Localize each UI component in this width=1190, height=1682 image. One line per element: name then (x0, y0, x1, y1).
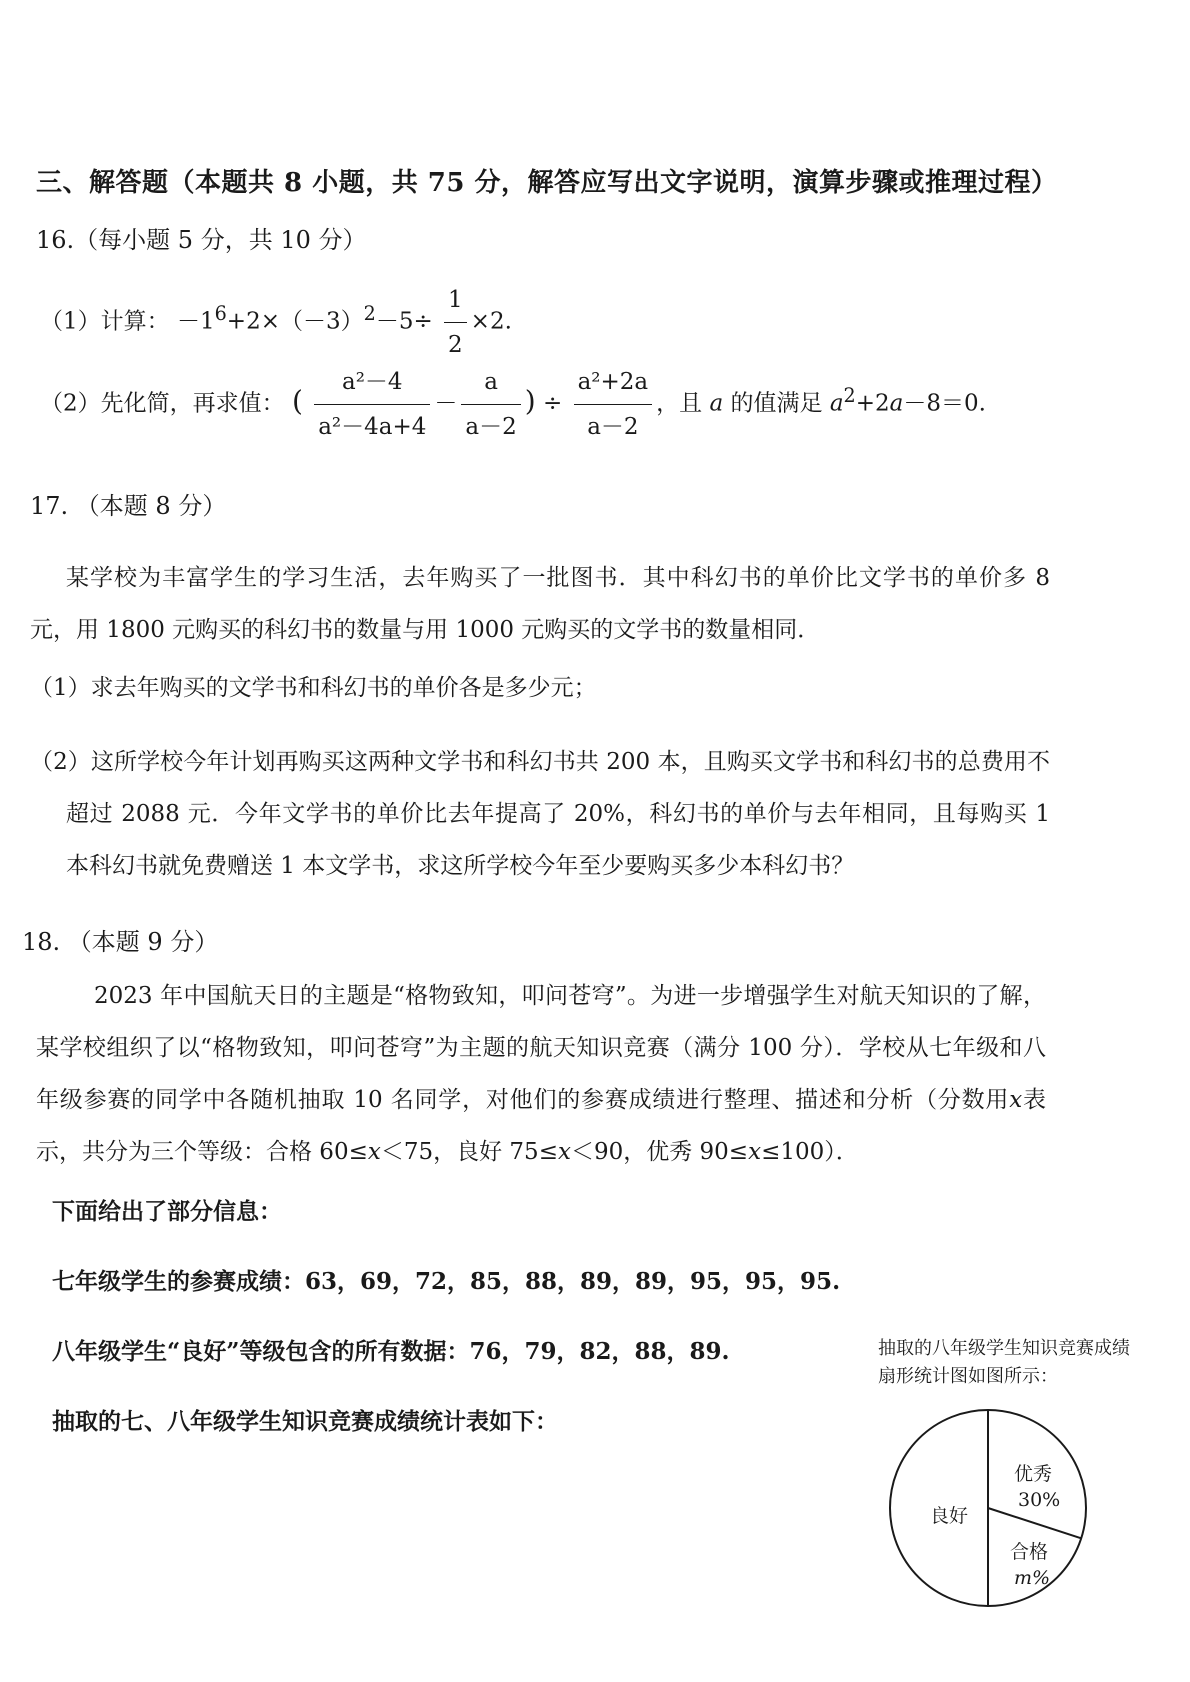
pie-slice-boundary-合格 (988, 1508, 1081, 1538)
q18-var-x-2: x (367, 1139, 381, 1165)
q18-intro-d: ＜90，优秀 90≤ (570, 1139, 749, 1165)
q18-heading: 18. （本题 9 分） (22, 928, 219, 956)
q16-part2-label: （2）先化简，再求值： (40, 390, 285, 417)
q16-part2-minus: － (434, 390, 458, 417)
q16-part1-exp6: 6 (214, 301, 227, 325)
q18-intro-c: ＜75，良好 75≤ (380, 1139, 558, 1165)
pie-chart (878, 1398, 1098, 1618)
q16-part1-exp2: 2 (363, 301, 376, 325)
q17-heading: 17. （本题 8 分） (30, 492, 227, 520)
q16-part1-fraction (444, 280, 467, 365)
q16-part2-cond-a2: a (889, 390, 904, 417)
q16-part2-f2-num: a (461, 362, 520, 405)
q16-heading: 16.（每小题 5 分，共 10 分） (36, 226, 367, 254)
q16-part2-fraction-3 (574, 362, 653, 447)
q18-intro-e: ≤100）． (761, 1139, 859, 1165)
q16-part2-fraction-2 (461, 362, 520, 447)
q16-part1-frac-num: 1 (444, 280, 467, 323)
q16-part2-f2-den: a－2 (465, 414, 517, 440)
q16-part1 (40, 280, 512, 365)
q16-part2-f3-num: a²+2a (574, 362, 653, 405)
q16-part2-cond-exp: 2 (843, 383, 856, 407)
pie-value-excellent: 30% (1018, 1489, 1061, 1511)
q16-part2-var-a: a (709, 390, 724, 417)
q18-var-x-4: x (748, 1139, 762, 1165)
q17-part2: （2）这所学校今年计划再购买这两种文学书和科幻书共 200 本，且购买文学书和科幻书的总费用不超过 2088 元．今年文学书的单价比去年提高了 20%，科幻书的单价与去年相同，且每购买 1 本科幻书就免费赠送 1 本文学书，求这所学校今年至少要购买多少本科幻书？ (30, 749, 1050, 879)
q16-part2-fraction-1 (314, 362, 430, 447)
q17-intro: 某学校为丰富学生的学习生活，去年购买了一批图书．其中科幻书的单价比文学书的单价多 8 元，用 1800 元购买的科幻书的数量与用 1000 元购买的文学书的数量相同． (30, 565, 1050, 643)
pie-caption: 抽取的八年级学生知识竞赛成绩扇形统计图如图所示： (878, 1338, 1130, 1387)
q16-part1-expr-post: －5÷ (375, 308, 433, 335)
q18-table-intro: 抽取的七、八年级学生知识竞赛成绩统计表如下： (52, 1408, 558, 1435)
q16-part1-label: （1）计算： (40, 308, 170, 335)
q18-grade7-scores: 七年级学生的参赛成绩：63，69，72，85，88，89，89，95，95，95. (52, 1268, 841, 1295)
q16-part2-div: ÷ (543, 390, 563, 417)
q16-part2-f3-den: a－2 (587, 414, 639, 440)
pie-label-pass: 合格 (1010, 1541, 1049, 1563)
q18-grade8-good-data: 八年级学生“良好”等级包含的所有数据：76，79，82，88，89. (52, 1338, 730, 1365)
q18-intro-a: 2023 年中国航天日的主题是“格物致知，叩问苍穹”。为进一步增强学生对航天知识的了解，某学校组织了以“格物致知，叩问苍穹”为主题的航天知识竞赛（满分 100 分）．学校从七年级和八年级参赛的同学中各随机抽取 10 名同学，对他们的参赛成绩进行整理、描述和分析（分数用 (36, 983, 1046, 1113)
q16-part2-open-paren: ( (291, 384, 303, 418)
q16-part2-cond-tail: －8＝0. (903, 390, 986, 417)
section-title: 三、解答题（本题共 8 小题，共 75 分，解答应写出文字说明，演算步骤或推理过程） (36, 168, 1058, 198)
q16-part1-expr-tail: ×2. (470, 308, 512, 335)
q16-part2-close-paren: ) (524, 384, 536, 418)
q18-intro (36, 970, 1046, 1178)
q16-part1-expr-pre: －1 (176, 308, 215, 335)
q17-part1: （1）求去年购买的文学书和科幻书的单价各是多少元； (30, 675, 597, 701)
q18-intro-b: 表示，共分为三个等级：合格 60≤ (36, 1087, 1047, 1165)
q16-part2-cond-pre: ，且 (656, 390, 703, 417)
pie-label-excellent: 优秀 (1014, 1463, 1053, 1485)
q16-part1-expr-mid: +2×（－3） (226, 308, 364, 335)
q16-part2-f1-den: a²－4a+4 (318, 414, 427, 440)
q16-part2-cond-mid: 的值满足 (730, 390, 823, 417)
pie-label-good: 良好 (930, 1505, 969, 1527)
q18-var-x-3: x (557, 1139, 571, 1165)
q16-part2 (40, 362, 986, 447)
q16-part1-frac-den: 2 (448, 332, 463, 358)
q18-var-x-1: x (1009, 1087, 1023, 1113)
pie-value-pass: m% (1014, 1567, 1051, 1589)
q16-part2-f1-num: a²－4 (314, 362, 430, 405)
q18-given-info: 下面给出了部分信息： (52, 1198, 282, 1225)
q16-part2-cond-a1: a (829, 390, 844, 417)
q16-part2-cond-mid2: +2 (855, 390, 890, 417)
